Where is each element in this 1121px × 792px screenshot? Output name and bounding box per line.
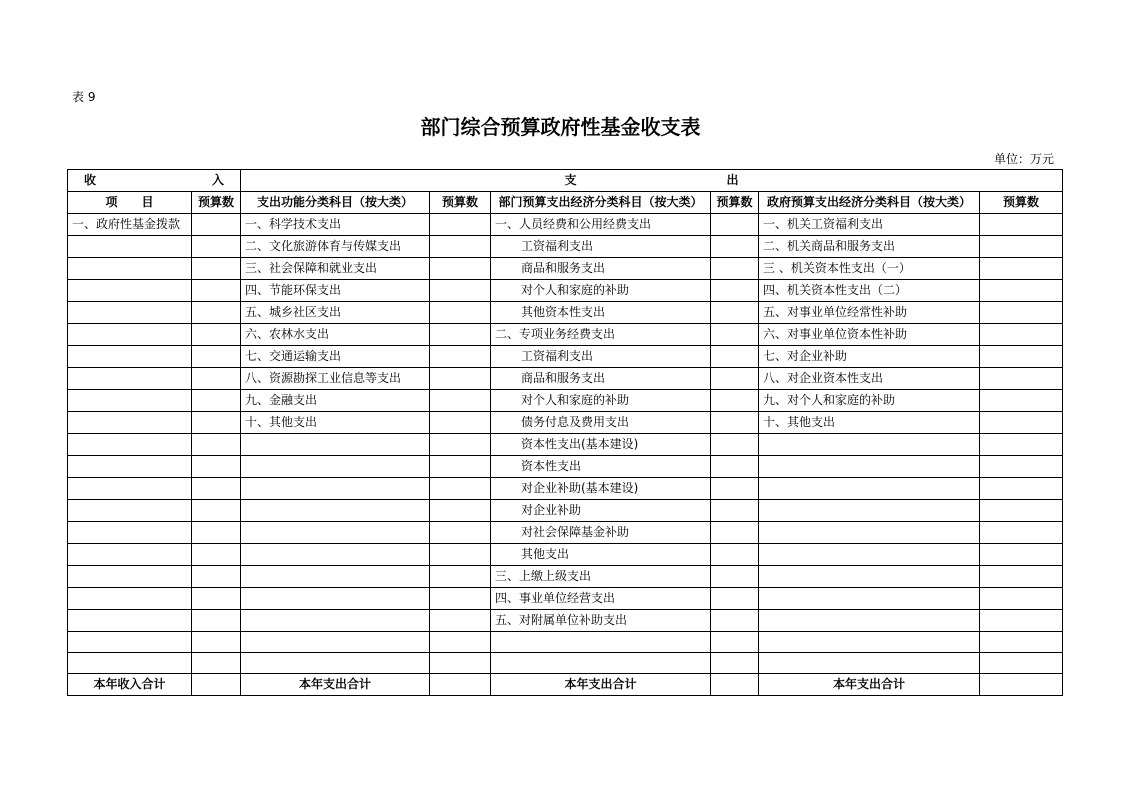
gov-budget-cell — [980, 456, 1063, 478]
function-class-cell — [241, 588, 430, 610]
function-budget-cell — [430, 588, 491, 610]
unit-label: 单位：万元 — [993, 152, 1054, 166]
dept-econ-class-cell: 二、专项业务经费支出 — [491, 324, 711, 346]
function-class-cell: 八、资源勘探工业信息等支出 — [241, 368, 430, 390]
table-row — [68, 434, 1063, 456]
gov-econ-class-cell — [759, 456, 980, 478]
function-budget-cell — [430, 280, 491, 302]
function-class-cell: 十、其他支出 — [241, 412, 430, 434]
income-budget-cell — [192, 566, 241, 588]
gov-budget-cell — [980, 302, 1063, 324]
gov-budget-cell — [980, 610, 1063, 632]
function-budget-cell — [430, 522, 491, 544]
dept-budget-cell — [711, 544, 759, 566]
function-budget-cell — [430, 456, 491, 478]
income-section-header — [68, 170, 241, 192]
income-item-cell: 一、政府性基金拨款 — [68, 214, 192, 236]
income-budget-cell — [192, 632, 241, 653]
gov-econ-class-cell — [759, 544, 980, 566]
table-row — [68, 653, 1063, 674]
table-row — [68, 566, 1063, 588]
function-class-cell — [241, 456, 430, 478]
table-row — [68, 632, 1063, 653]
dept-total-label: 本年支出合计 — [491, 674, 711, 696]
income-budget-cell — [192, 390, 241, 412]
income-budget-cell — [192, 588, 241, 610]
gov-econ-class-cell — [759, 522, 980, 544]
gov-budget-cell — [980, 500, 1063, 522]
table-row — [68, 412, 1063, 434]
function-class-cell: 四、节能环保支出 — [241, 280, 430, 302]
income-budget-cell — [192, 653, 241, 674]
gov-total-label: 本年支出合计 — [759, 674, 980, 696]
gov-econ-class-cell — [759, 500, 980, 522]
income-budget-cell — [192, 456, 241, 478]
table-number: 表 9 — [72, 90, 96, 104]
table-row — [68, 390, 1063, 412]
dept-econ-class-cell: 其他资本性支出 — [491, 302, 711, 324]
table-row — [68, 280, 1063, 302]
gov-econ-class-cell: 四、机关资本性支出（二） — [759, 280, 980, 302]
col-header-budget-function: 预算数 — [430, 192, 491, 214]
income-item-cell — [68, 324, 192, 346]
income-budget-cell — [192, 434, 241, 456]
dept-budget-cell — [711, 236, 759, 258]
gov-econ-class-cell: 九、对个人和家庭的补助 — [759, 390, 980, 412]
income-budget-cell — [192, 412, 241, 434]
dept-econ-class-cell: 五、对附属单位补助支出 — [491, 610, 711, 632]
dept-budget-cell — [711, 478, 759, 500]
gov-econ-class-cell: 十、其他支出 — [759, 412, 980, 434]
dept-econ-class-cell — [491, 632, 711, 653]
dept-budget-cell — [711, 566, 759, 588]
gov-budget-cell — [980, 368, 1063, 390]
table-row — [68, 610, 1063, 632]
gov-econ-class-cell — [759, 610, 980, 632]
dept-budget-cell — [711, 324, 759, 346]
col-header-budget-gov: 预算数 — [980, 192, 1063, 214]
section-header-row — [68, 170, 1063, 192]
income-header-a: 收 — [84, 173, 97, 187]
dept-budget-cell — [711, 434, 759, 456]
income-budget-cell — [192, 236, 241, 258]
income-budget-cell — [192, 346, 241, 368]
function-budget-cell — [430, 368, 491, 390]
income-item-cell — [68, 346, 192, 368]
dept-econ-class-cell: 对企业补助 — [491, 500, 711, 522]
gov-econ-class-cell: 三 、机关资本性支出（一） — [759, 258, 980, 280]
function-budget-cell — [430, 236, 491, 258]
income-budget-cell — [192, 500, 241, 522]
function-total-value — [430, 674, 491, 696]
function-budget-cell — [430, 346, 491, 368]
income-item-cell — [68, 610, 192, 632]
gov-econ-class-cell: 二、机关商品和服务支出 — [759, 236, 980, 258]
gov-budget-cell — [980, 522, 1063, 544]
col-header-gov-econ-class: 政府预算支出经济分类科目（按大类） — [759, 192, 980, 214]
col-header-function-class: 支出功能分类科目（按大类） — [241, 192, 430, 214]
income-item-cell — [68, 544, 192, 566]
income-budget-cell — [192, 214, 241, 236]
dept-econ-class-cell: 对社会保障基金补助 — [491, 522, 711, 544]
function-budget-cell — [430, 412, 491, 434]
dept-budget-cell — [711, 456, 759, 478]
income-budget-cell — [192, 258, 241, 280]
column-header-row — [68, 192, 1063, 214]
function-total-label: 本年支出合计 — [241, 674, 430, 696]
income-header-b: 入 — [211, 173, 224, 187]
function-class-cell — [241, 632, 430, 653]
dept-budget-cell — [711, 258, 759, 280]
table-row — [68, 522, 1063, 544]
table-row — [68, 258, 1063, 280]
gov-budget-cell — [980, 566, 1063, 588]
income-budget-cell — [192, 544, 241, 566]
gov-budget-cell — [980, 412, 1063, 434]
dept-budget-cell — [711, 522, 759, 544]
gov-total-value — [980, 674, 1063, 696]
gov-econ-class-cell: 五、对事业单位经常性补助 — [759, 302, 980, 324]
gov-budget-cell — [980, 236, 1063, 258]
income-item-cell — [68, 280, 192, 302]
dept-econ-class-cell: 工资福利支出 — [491, 236, 711, 258]
function-class-cell — [241, 478, 430, 500]
table-row — [68, 588, 1063, 610]
function-class-cell: 三、社会保障和就业支出 — [241, 258, 430, 280]
dept-econ-class-cell: 工资福利支出 — [491, 346, 711, 368]
dept-budget-cell — [711, 390, 759, 412]
income-item-cell — [68, 632, 192, 653]
gov-econ-class-cell — [759, 653, 980, 674]
function-class-cell: 五、城乡社区支出 — [241, 302, 430, 324]
gov-budget-cell — [980, 390, 1063, 412]
dept-econ-class-cell: 对个人和家庭的补助 — [491, 280, 711, 302]
function-budget-cell — [430, 302, 491, 324]
table-row — [68, 544, 1063, 566]
income-budget-cell — [192, 302, 241, 324]
income-item-cell — [68, 258, 192, 280]
gov-econ-class-cell — [759, 434, 980, 456]
dept-budget-cell — [711, 214, 759, 236]
expense-section-header — [241, 170, 1063, 192]
gov-budget-cell — [980, 653, 1063, 674]
function-class-cell: 六、农林水支出 — [241, 324, 430, 346]
income-budget-cell — [192, 324, 241, 346]
gov-econ-class-cell — [759, 588, 980, 610]
gov-econ-class-cell: 六、对事业单位资本性补助 — [759, 324, 980, 346]
dept-budget-cell — [711, 368, 759, 390]
income-budget-cell — [192, 368, 241, 390]
gov-econ-class-cell — [759, 632, 980, 653]
function-class-cell — [241, 434, 430, 456]
table-row — [68, 500, 1063, 522]
dept-econ-class-cell: 商品和服务支出 — [491, 258, 711, 280]
dept-budget-cell — [711, 280, 759, 302]
gov-budget-cell — [980, 478, 1063, 500]
function-class-cell — [241, 610, 430, 632]
page-title: 部门综合预算政府性基金收支表 — [420, 115, 701, 139]
income-item-cell — [68, 478, 192, 500]
income-item-cell — [68, 456, 192, 478]
gov-budget-cell — [980, 346, 1063, 368]
gov-budget-cell — [980, 258, 1063, 280]
income-item-cell — [68, 236, 192, 258]
gov-budget-cell — [980, 632, 1063, 653]
dept-total-value — [711, 674, 759, 696]
function-budget-cell — [430, 478, 491, 500]
col-header-budget-income: 预算数 — [192, 192, 241, 214]
dept-econ-class-cell: 三、上缴上级支出 — [491, 566, 711, 588]
function-class-cell — [241, 653, 430, 674]
dept-budget-cell — [711, 500, 759, 522]
function-budget-cell — [430, 214, 491, 236]
dept-econ-class-cell: 其他支出 — [491, 544, 711, 566]
table-row — [68, 214, 1063, 236]
gov-budget-cell — [980, 214, 1063, 236]
income-item-cell — [68, 522, 192, 544]
gov-budget-cell — [980, 324, 1063, 346]
function-budget-cell — [430, 390, 491, 412]
dept-budget-cell — [711, 412, 759, 434]
function-class-cell: 二、文化旅游体育与传媒支出 — [241, 236, 430, 258]
gov-econ-class-cell: 八、对企业资本性支出 — [759, 368, 980, 390]
table-row — [68, 456, 1063, 478]
income-item-cell — [68, 434, 192, 456]
function-class-cell — [241, 500, 430, 522]
dept-budget-cell — [711, 653, 759, 674]
income-item-cell — [68, 653, 192, 674]
income-budget-cell — [192, 522, 241, 544]
function-budget-cell — [430, 324, 491, 346]
dept-econ-class-cell: 四、事业单位经营支出 — [491, 588, 711, 610]
gov-econ-class-cell: 一、机关工资福利支出 — [759, 214, 980, 236]
function-budget-cell — [430, 610, 491, 632]
income-total-value — [192, 674, 241, 696]
dept-budget-cell — [711, 588, 759, 610]
dept-econ-class-cell: 对个人和家庭的补助 — [491, 390, 711, 412]
function-budget-cell — [430, 632, 491, 653]
income-budget-cell — [192, 478, 241, 500]
function-class-cell — [241, 544, 430, 566]
table-row — [68, 324, 1063, 346]
income-item-cell — [68, 302, 192, 324]
income-total-label: 本年收入合计 — [68, 674, 192, 696]
totals-row — [68, 674, 1063, 696]
dept-econ-class-cell: 一、人员经费和公用经费支出 — [491, 214, 711, 236]
expense-header-a: 支 — [564, 173, 577, 187]
function-class-cell: 九、金融支出 — [241, 390, 430, 412]
income-budget-cell — [192, 610, 241, 632]
income-item-cell — [68, 500, 192, 522]
function-budget-cell — [430, 258, 491, 280]
function-class-cell — [241, 566, 430, 588]
dept-budget-cell — [711, 610, 759, 632]
dept-econ-class-cell: 对企业补助(基本建设) — [491, 478, 711, 500]
table-row — [68, 346, 1063, 368]
function-budget-cell — [430, 544, 491, 566]
dept-econ-class-cell: 资本性支出(基本建设) — [491, 434, 711, 456]
gov-econ-class-cell: 七、对企业补助 — [759, 346, 980, 368]
table-row — [68, 302, 1063, 324]
function-budget-cell — [430, 434, 491, 456]
gov-econ-class-cell — [759, 478, 980, 500]
gov-budget-cell — [980, 280, 1063, 302]
dept-econ-class-cell: 商品和服务支出 — [491, 368, 711, 390]
gov-budget-cell — [980, 544, 1063, 566]
dept-budget-cell — [711, 346, 759, 368]
col-header-dept-econ-class: 部门预算支出经济分类科目（按大类） — [491, 192, 711, 214]
function-budget-cell — [430, 653, 491, 674]
income-item-cell — [68, 368, 192, 390]
col-header-budget-dept: 预算数 — [711, 192, 759, 214]
dept-budget-cell — [711, 302, 759, 324]
gov-budget-cell — [980, 434, 1063, 456]
dept-econ-class-cell: 债务付息及费用支出 — [491, 412, 711, 434]
dept-budget-cell — [711, 632, 759, 653]
table-row — [68, 478, 1063, 500]
function-class-cell: 一、科学技术支出 — [241, 214, 430, 236]
function-class-cell — [241, 522, 430, 544]
budget-table — [67, 169, 1063, 696]
table-row — [68, 236, 1063, 258]
function-class-cell: 七、交通运输支出 — [241, 346, 430, 368]
gov-budget-cell — [980, 588, 1063, 610]
income-item-cell — [68, 390, 192, 412]
dept-econ-class-cell: 资本性支出 — [491, 456, 711, 478]
col-header-item: 项 目 — [68, 192, 192, 214]
gov-econ-class-cell — [759, 566, 980, 588]
income-item-cell — [68, 412, 192, 434]
function-budget-cell — [430, 500, 491, 522]
expense-header-b: 出 — [726, 173, 739, 187]
table-row — [68, 368, 1063, 390]
income-item-cell — [68, 566, 192, 588]
dept-econ-class-cell — [491, 653, 711, 674]
income-budget-cell — [192, 280, 241, 302]
income-item-cell — [68, 588, 192, 610]
function-budget-cell — [430, 566, 491, 588]
